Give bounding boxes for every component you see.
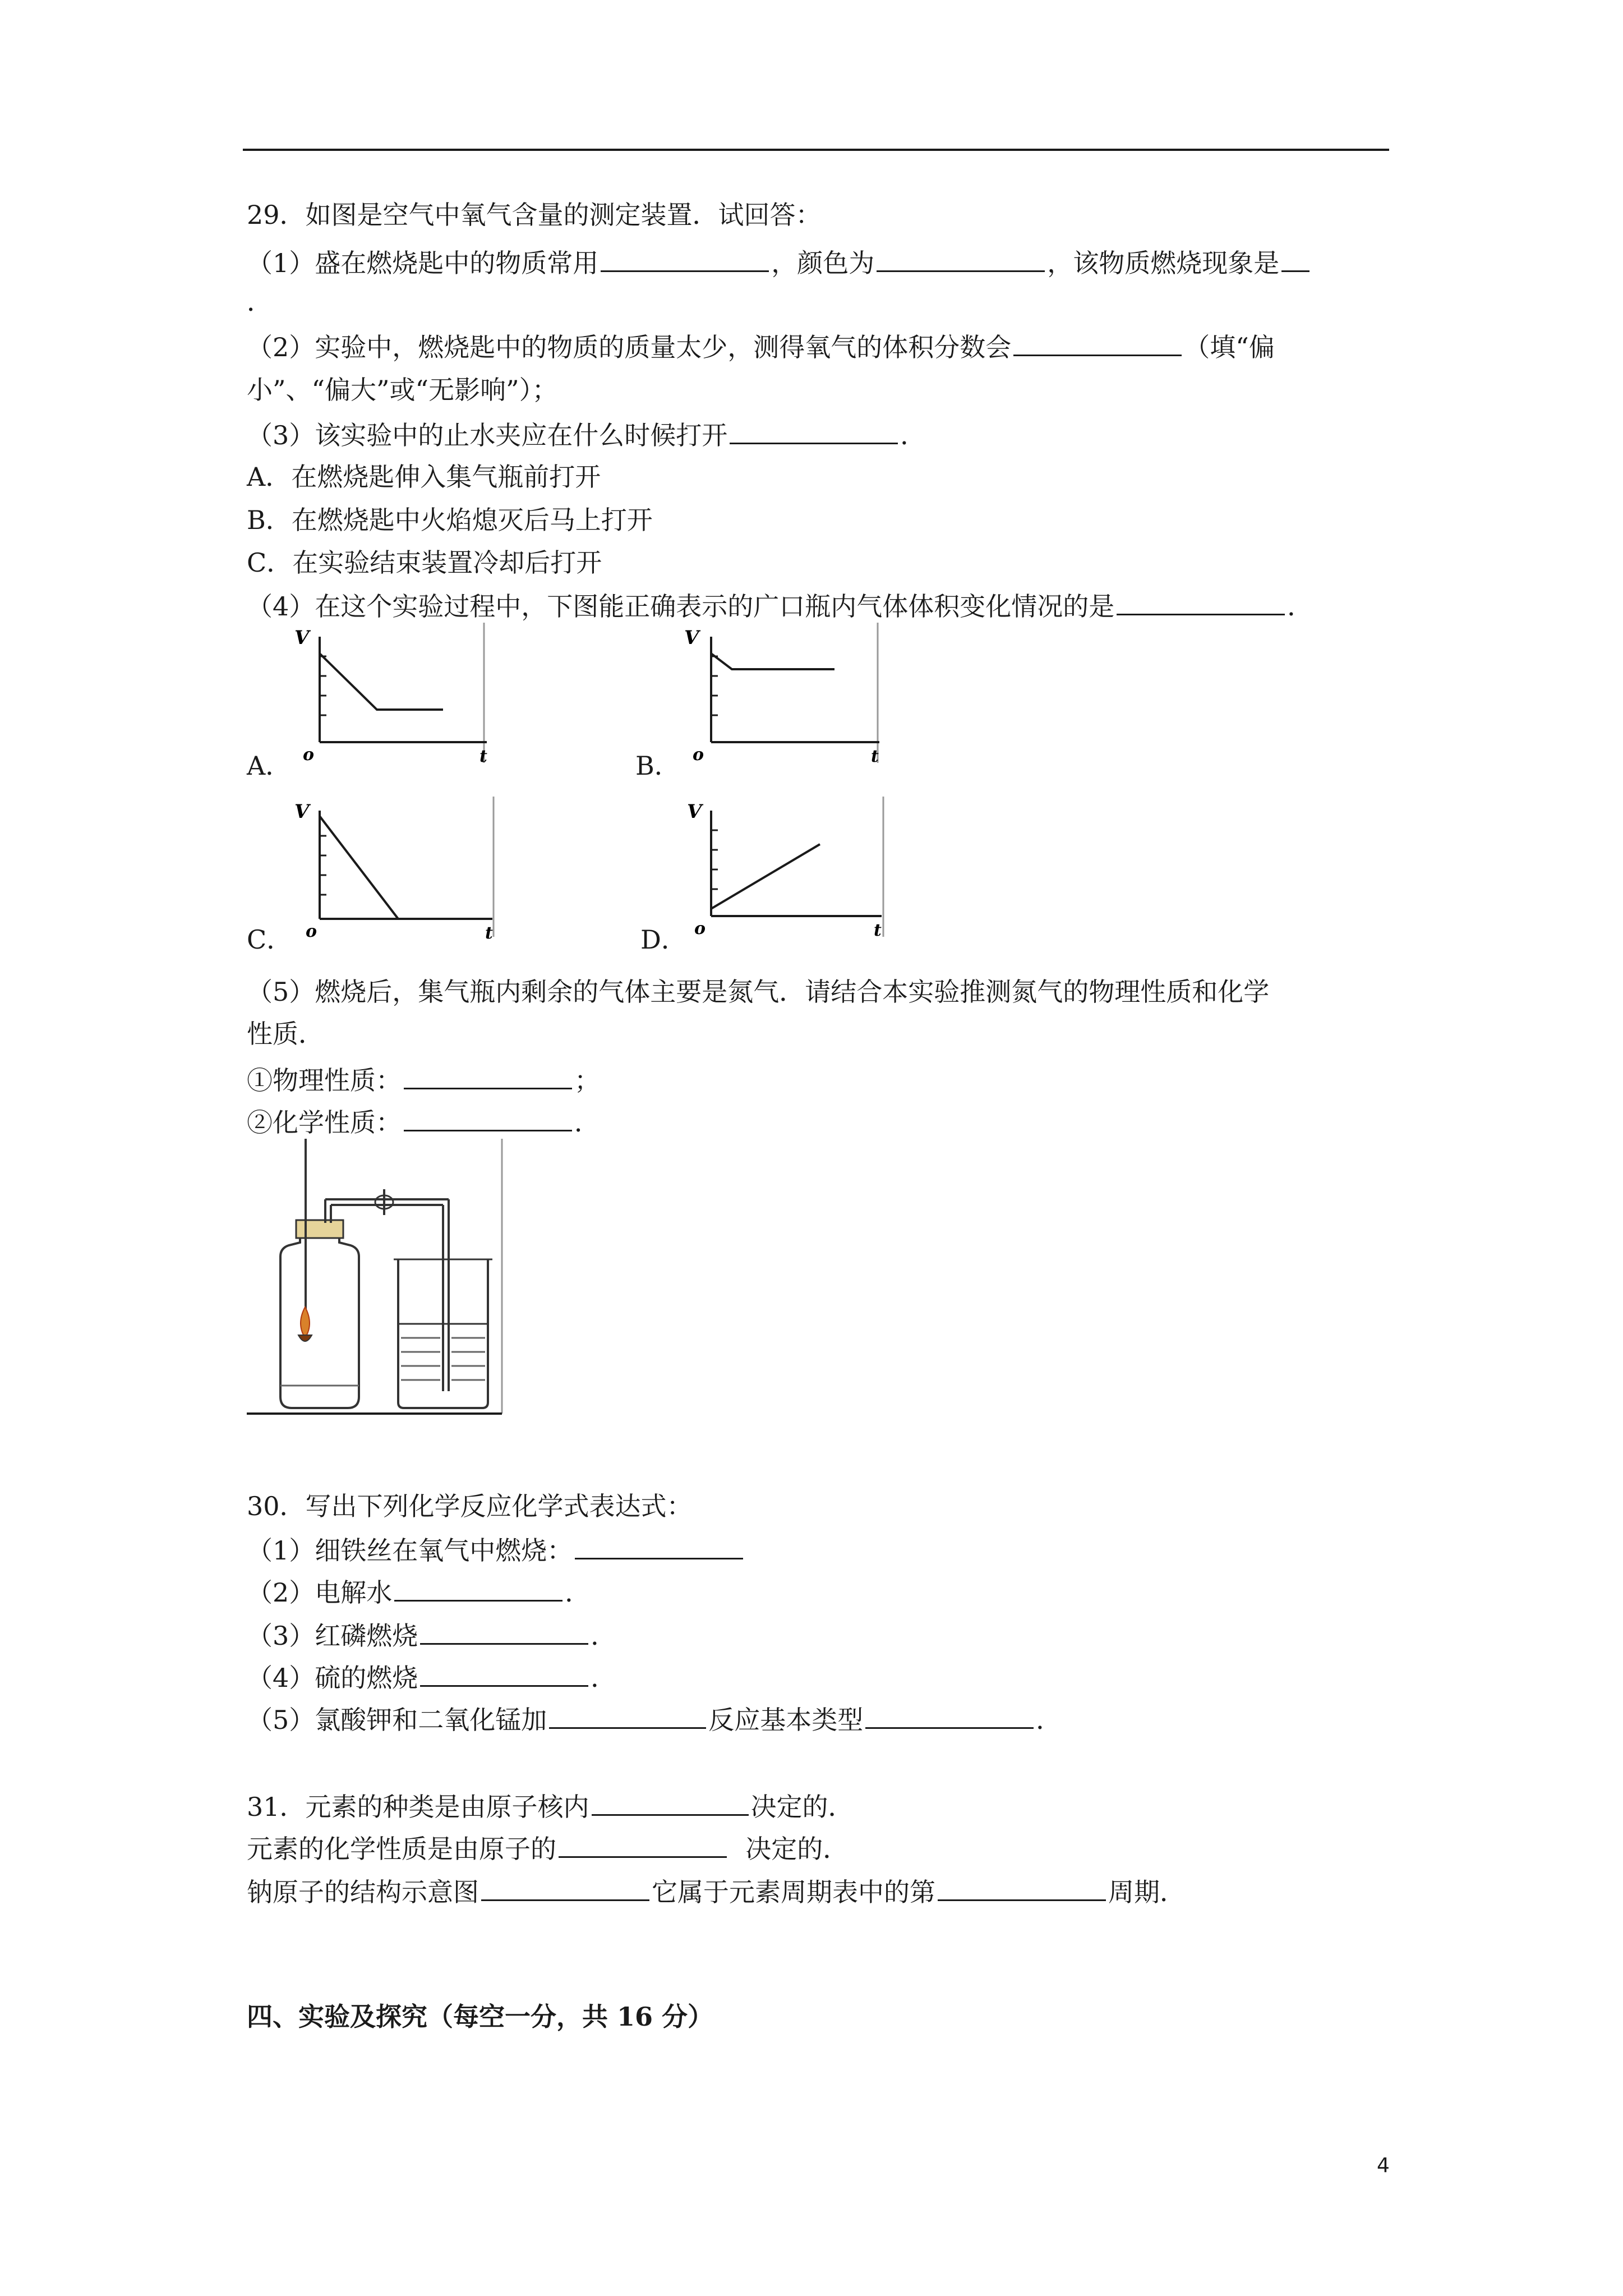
q30-title: 30．写出下列化学反应化学式表达式： — [247, 1491, 693, 1521]
answer-blank[interactable] — [1281, 246, 1310, 272]
origin-label: o — [694, 919, 706, 938]
answer-blank[interactable] — [420, 1618, 588, 1645]
q30-item3: （3）红磷燃烧 ． — [247, 1618, 616, 1652]
q30-item4: （4）硫的燃烧 ． — [247, 1660, 616, 1694]
header-rule — [243, 149, 1389, 151]
answer-blank[interactable] — [404, 1105, 572, 1131]
q29-title: 29．如图是空气中氧气含量的测定装置．试回答： — [247, 200, 822, 230]
q30-item2: （2）电解水 ． — [247, 1575, 591, 1609]
q29-option-c: C．在实验结束装置冷却后打开 — [247, 547, 602, 578]
origin-label: o — [306, 922, 317, 941]
section-heading: 四、实验及探究（每空一分，共 16 分） — [247, 2001, 714, 2032]
answer-blank[interactable] — [865, 1703, 1034, 1729]
graph-a-label: A． — [247, 751, 292, 781]
answer-blank[interactable] — [1013, 330, 1182, 356]
origin-label: o — [303, 745, 315, 765]
graph-c-label: C． — [247, 924, 293, 955]
answer-blank[interactable] — [575, 1533, 743, 1559]
q29-chemical-property: ②化学性质： ． — [247, 1105, 600, 1139]
answer-blank[interactable] — [938, 1875, 1106, 1901]
graph-d — [679, 797, 886, 942]
origin-label: o — [693, 745, 704, 765]
graph-b — [679, 623, 886, 769]
graph-d-label: D． — [640, 924, 687, 955]
q29-part1-end: ． — [247, 287, 273, 317]
y-axis-label: V — [294, 800, 310, 823]
answer-blank[interactable] — [404, 1063, 572, 1089]
y-axis-label: V — [294, 627, 310, 649]
answer-blank[interactable] — [877, 246, 1045, 272]
graph-a — [292, 623, 499, 769]
answer-blank[interactable] — [1117, 589, 1285, 615]
oxygen-measurement-apparatus — [247, 1139, 510, 1427]
q29-part2-cont: 小”、“偏大”或“无影响”）； — [247, 375, 558, 405]
page-number: 4 — [1377, 2154, 1390, 2177]
answer-blank[interactable] — [559, 1832, 727, 1858]
answer-blank[interactable] — [549, 1703, 706, 1729]
answer-blank[interactable] — [592, 1789, 749, 1816]
q29-part4: （4）在这个实验过程中，下图能正确表示的广口瓶内气体体积变化情况的是 ． — [247, 589, 1313, 623]
y-axis-label: V — [684, 627, 699, 649]
answer-blank[interactable] — [420, 1660, 588, 1687]
q31-line3: 钠原子的结构示意图 它属于元素周期表中的第 周期． — [247, 1875, 1186, 1908]
answer-blank[interactable] — [601, 246, 769, 272]
y-axis-label: V — [687, 800, 702, 823]
q29-part5: （5）燃烧后，集气瓶内剩余的气体主要是氮气．请结合本实验推测氮气的物理性质和化学 — [247, 977, 1270, 1007]
answer-blank[interactable] — [394, 1575, 562, 1602]
q29-part5-cont: 性质． — [247, 1019, 324, 1049]
q31-line1: 31．元素的种类是由原子核内 决定的． — [247, 1789, 854, 1823]
graph-b-label: B． — [635, 751, 680, 781]
x-axis-label: t — [479, 747, 487, 766]
x-axis-label: t — [874, 921, 882, 940]
q29-physical-property: ①物理性质： ； — [247, 1063, 600, 1097]
graph-c — [292, 797, 499, 942]
q30-item1: （1）细铁丝在氧气中燃烧： — [247, 1533, 745, 1567]
q29-option-b: B．在燃烧匙中火焰熄灭后马上打开 — [247, 505, 653, 535]
q29-option-a: A．在燃烧匙伸入集气瓶前打开 — [247, 462, 601, 492]
x-axis-label: t — [871, 747, 879, 766]
q29-part3: （3）该实验中的止水夹应在什么时候打开 ． — [247, 418, 926, 452]
q30-item5: （5）氯酸钾和二氧化锰加 反应基本类型 ． — [247, 1703, 1062, 1736]
q29-part1: （1）盛在燃烧匙中的物质常用 ，颜色为 ，该物质燃烧现象是 — [247, 246, 1312, 279]
x-axis-label: t — [485, 923, 493, 942]
answer-blank[interactable] — [730, 418, 898, 444]
q29-part2: （2）实验中，燃烧匙中的物质的质量太少，测得氧气的体积分数会 （填“偏 — [247, 330, 1275, 364]
answer-blank[interactable] — [481, 1875, 649, 1901]
q31-line2: 元素的化学性质是由原子的 决定的． — [247, 1832, 849, 1865]
